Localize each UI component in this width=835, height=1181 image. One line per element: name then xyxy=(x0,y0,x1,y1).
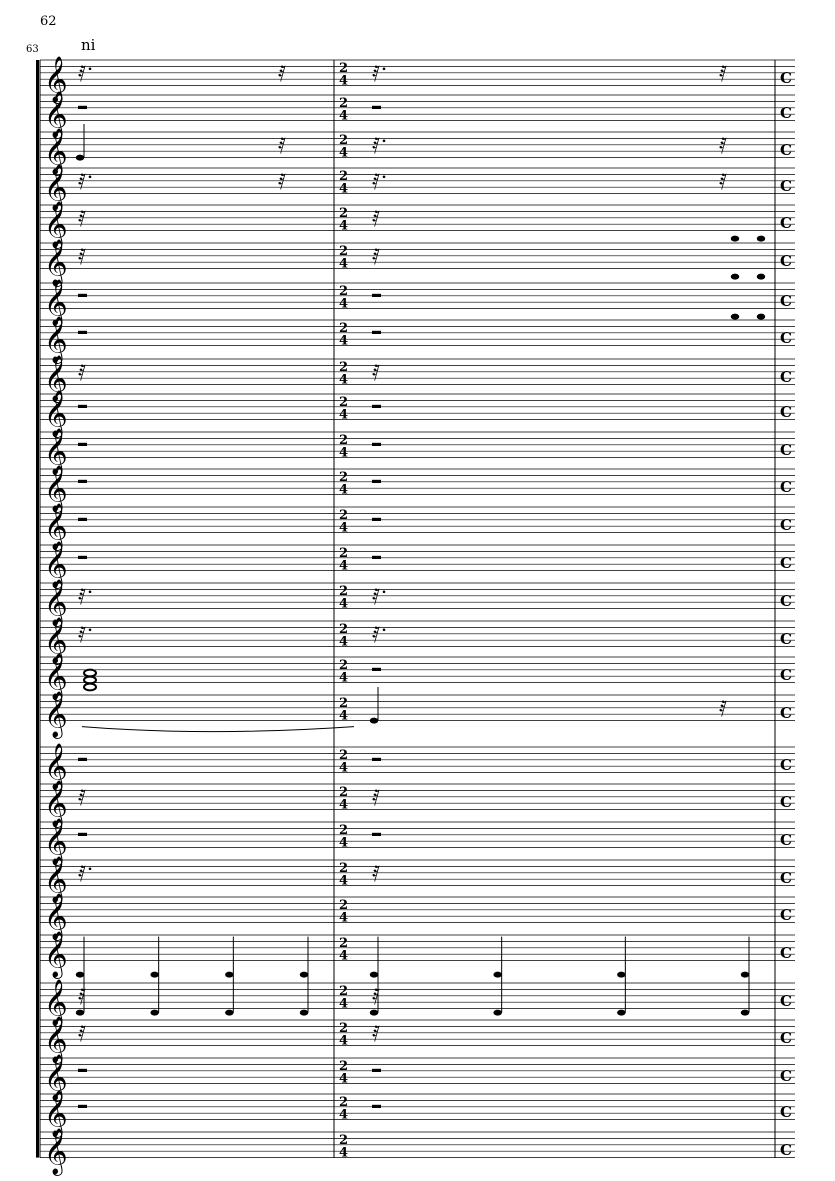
time-signature-denominator: 4 xyxy=(339,910,349,926)
time-signature-numerator: 2 xyxy=(339,860,349,876)
time-signature-denominator: 4 xyxy=(339,596,349,612)
treble-clef-icon: 𝄞 xyxy=(44,279,68,326)
notehead xyxy=(741,1010,749,1016)
notehead xyxy=(150,972,158,978)
staff xyxy=(40,92,795,140)
half-rest xyxy=(78,758,87,761)
half-rest xyxy=(372,668,381,671)
staff xyxy=(40,202,795,250)
expression-text: ni xyxy=(81,36,96,54)
treble-clef-icon: 𝄞 xyxy=(44,56,68,103)
time-signature-numerator: 2 xyxy=(339,1132,349,1148)
time-signature-numerator: 2 xyxy=(339,897,349,913)
half-rest xyxy=(78,833,87,836)
time-signature-numerator: 2 xyxy=(339,695,349,711)
time-signature-numerator: 2 xyxy=(339,132,349,148)
staff xyxy=(40,819,795,867)
common-time-signature: C xyxy=(780,141,792,160)
staff xyxy=(40,654,795,702)
half-rest xyxy=(78,106,87,109)
common-time-signature: C xyxy=(780,793,792,812)
sixty-fourth-rest-icon: 𝅀 xyxy=(372,584,381,610)
sixty-fourth-rest-icon: 𝅀 xyxy=(372,861,381,887)
time-signature-numerator: 2 xyxy=(339,583,349,599)
common-time-signature: C xyxy=(780,1141,792,1160)
time-signature-denominator: 4 xyxy=(339,407,349,423)
sixty-fourth-rest-icon: 𝅀 xyxy=(78,584,87,610)
common-time-signature: C xyxy=(780,252,792,271)
staff xyxy=(40,670,795,740)
common-time-signature: C xyxy=(780,944,792,963)
whole-notehead xyxy=(84,684,96,691)
half-rest xyxy=(372,833,381,836)
time-signature-denominator: 4 xyxy=(339,760,349,776)
half-rest xyxy=(372,518,381,521)
staff xyxy=(40,165,795,213)
treble-clef-icon: 𝄞 xyxy=(44,1128,68,1175)
common-time-signature: C xyxy=(780,329,792,348)
half-rest xyxy=(78,1105,87,1108)
time-signature-denominator: 4 xyxy=(339,835,349,851)
staff xyxy=(40,980,795,1028)
treble-clef-icon: 𝄞 xyxy=(44,780,68,827)
time-signature-denominator: 4 xyxy=(339,181,349,197)
notehead xyxy=(300,972,308,978)
staff xyxy=(40,1017,795,1065)
staff xyxy=(40,781,795,829)
time-signature-numerator: 2 xyxy=(339,359,349,375)
time-signature-numerator: 2 xyxy=(339,243,349,259)
time-signature-numerator: 2 xyxy=(339,822,349,838)
sixty-fourth-rest-icon: 𝅀 xyxy=(372,61,381,87)
time-signature-numerator: 2 xyxy=(339,320,349,336)
common-time-signature: C xyxy=(780,104,792,123)
time-signature-denominator: 4 xyxy=(339,948,349,964)
common-time-signature: C xyxy=(780,1067,792,1086)
time-signature-denominator: 4 xyxy=(339,256,349,272)
half-rest xyxy=(78,294,87,297)
common-time-signature: C xyxy=(780,368,792,387)
sixty-fourth-rest-icon: 𝅀 xyxy=(78,206,87,232)
sixty-fourth-rest-icon: 𝅀 xyxy=(372,1021,381,1047)
common-time-signature: C xyxy=(780,441,792,460)
time-signature-denominator: 4 xyxy=(339,996,349,1012)
notehead xyxy=(76,972,84,978)
staff xyxy=(40,317,795,365)
half-rest xyxy=(372,106,381,109)
sixty-fourth-rest-icon: 𝅀 xyxy=(372,360,381,386)
sixty-fourth-rest-icon: 𝅀 xyxy=(278,169,287,195)
notehead xyxy=(731,274,739,280)
treble-clef-icon: 𝄞 xyxy=(44,579,68,626)
common-time-signature: C xyxy=(780,704,792,723)
treble-clef-icon: 𝄞 xyxy=(44,316,68,363)
half-rest xyxy=(372,1069,381,1072)
time-signature-numerator: 2 xyxy=(339,621,349,637)
sixty-fourth-rest-icon: 𝅀 xyxy=(372,984,381,1010)
staff xyxy=(40,280,795,328)
common-time-signature: C xyxy=(780,1103,792,1122)
dot xyxy=(383,629,386,632)
notehead xyxy=(617,972,625,978)
notehead xyxy=(370,1010,378,1016)
dot xyxy=(89,176,92,179)
time-signature-denominator: 4 xyxy=(339,1145,349,1161)
treble-clef-icon: 𝄞 xyxy=(44,239,68,286)
time-signature-numerator: 2 xyxy=(339,60,349,76)
common-time-signature: C xyxy=(780,1029,792,1048)
common-time-signature: C xyxy=(780,214,792,233)
treble-clef-icon: 𝄞 xyxy=(44,691,68,738)
half-rest xyxy=(372,556,381,559)
notehead xyxy=(300,1010,308,1016)
time-signature-denominator: 4 xyxy=(339,445,349,461)
staff xyxy=(40,857,795,905)
treble-clef-icon: 𝄞 xyxy=(44,541,68,588)
tie xyxy=(82,727,354,732)
sixty-fourth-rest-icon: 𝅀 xyxy=(78,61,87,87)
common-time-signature: C xyxy=(780,69,792,88)
treble-clef-icon: 𝄞 xyxy=(44,355,68,402)
treble-clef-icon: 𝄞 xyxy=(44,893,68,940)
sixty-fourth-rest-icon: 𝅀 xyxy=(278,61,287,87)
common-time-signature: C xyxy=(780,756,792,775)
half-rest xyxy=(78,405,87,408)
staff xyxy=(40,240,795,288)
time-signature-denominator: 4 xyxy=(339,520,349,536)
treble-clef-icon: 𝄞 xyxy=(44,390,68,437)
time-signature-numerator: 2 xyxy=(339,1020,349,1036)
notehead xyxy=(370,972,378,978)
common-time-signature: C xyxy=(780,869,792,888)
time-signature-denominator: 4 xyxy=(339,1033,349,1049)
time-signature-denominator: 4 xyxy=(339,296,349,312)
notehead xyxy=(757,236,765,242)
staff xyxy=(40,466,795,514)
staff xyxy=(40,894,795,978)
notehead xyxy=(731,314,739,320)
common-time-signature: C xyxy=(780,516,792,535)
notehead xyxy=(76,1010,84,1016)
sixty-fourth-rest-icon: 𝅀 xyxy=(78,169,87,195)
staff xyxy=(40,542,795,590)
sixty-fourth-rest-icon: 𝅀 xyxy=(372,169,381,195)
sixty-fourth-rest-icon: 𝅀 xyxy=(719,169,728,195)
half-rest xyxy=(78,443,87,446)
treble-clef-icon: 𝄞 xyxy=(44,428,68,475)
common-time-signature: C xyxy=(780,292,792,311)
dot xyxy=(89,68,92,71)
staff xyxy=(40,429,795,477)
time-signature-numerator: 2 xyxy=(339,935,349,951)
time-signature-denominator: 4 xyxy=(339,634,349,650)
time-signature-denominator: 4 xyxy=(339,145,349,161)
measure-number: 63 xyxy=(26,44,39,55)
treble-clef-icon: 𝄞 xyxy=(44,91,68,138)
sixty-fourth-rest-icon: 𝅀 xyxy=(372,785,381,811)
treble-clef-icon: 𝄞 xyxy=(44,164,68,211)
sixty-fourth-rest-icon: 𝅀 xyxy=(78,360,87,386)
common-time-signature: C xyxy=(780,906,792,925)
notehead xyxy=(493,972,501,978)
sixty-fourth-rest-icon: 𝅀 xyxy=(78,244,87,270)
sixty-fourth-rest-icon: 𝅀 xyxy=(78,622,87,648)
staff xyxy=(40,1129,795,1177)
time-signature-numerator: 2 xyxy=(339,983,349,999)
half-rest xyxy=(372,758,381,761)
time-signature-denominator: 4 xyxy=(339,73,349,89)
treble-clef-icon: 𝄞 xyxy=(44,1016,68,1063)
notehead xyxy=(731,236,739,242)
common-time-signature: C xyxy=(780,177,792,196)
notehead xyxy=(757,314,765,320)
time-signature-numerator: 2 xyxy=(339,469,349,485)
time-signature-numerator: 2 xyxy=(339,1058,349,1074)
notehead xyxy=(617,1010,625,1016)
time-signature-numerator: 2 xyxy=(339,545,349,561)
time-signature-denominator: 4 xyxy=(339,1071,349,1087)
time-signature-denominator: 4 xyxy=(339,558,349,574)
treble-clef-icon: 𝄞 xyxy=(44,818,68,865)
half-rest xyxy=(372,443,381,446)
page-number: 62 xyxy=(40,14,57,29)
staff xyxy=(40,618,795,666)
half-rest xyxy=(372,1105,381,1108)
half-rest xyxy=(372,331,381,334)
sixty-fourth-rest-icon: 𝅀 xyxy=(78,861,87,887)
staff xyxy=(40,124,795,177)
half-rest xyxy=(78,480,87,483)
sixty-fourth-rest-icon: 𝅀 xyxy=(719,696,728,722)
time-signature-numerator: 2 xyxy=(339,95,349,111)
staff xyxy=(40,504,795,552)
notehead xyxy=(225,972,233,978)
common-time-signature: C xyxy=(780,554,792,573)
time-signature-numerator: 2 xyxy=(339,168,349,184)
score-system xyxy=(36,57,795,1177)
treble-clef-icon: 𝄞 xyxy=(44,931,68,978)
system-bracket xyxy=(36,60,39,1158)
half-rest xyxy=(78,331,87,334)
half-rest xyxy=(78,1069,87,1072)
treble-clef-icon: 𝄞 xyxy=(44,617,68,664)
time-signature-denominator: 4 xyxy=(339,797,349,813)
half-rest xyxy=(78,556,87,559)
dot xyxy=(89,591,92,594)
half-rest xyxy=(78,518,87,521)
time-signature-denominator: 4 xyxy=(339,708,349,724)
common-time-signature: C xyxy=(780,592,792,611)
time-signature-numerator: 2 xyxy=(339,283,349,299)
staff xyxy=(40,580,795,628)
staff xyxy=(40,1055,795,1103)
treble-clef-icon: 𝄞 xyxy=(44,503,68,550)
time-signature-numerator: 2 xyxy=(339,394,349,410)
treble-clef-icon: 𝄞 xyxy=(44,653,68,700)
time-signature-numerator: 2 xyxy=(339,1094,349,1110)
time-signature-denominator: 4 xyxy=(339,372,349,388)
sixty-fourth-rest-icon: 𝅀 xyxy=(719,133,728,159)
sixty-fourth-rest-icon: 𝅀 xyxy=(78,1021,87,1047)
time-signature-numerator: 2 xyxy=(339,747,349,763)
common-time-signature: C xyxy=(780,992,792,1011)
dot xyxy=(89,629,92,632)
staff xyxy=(40,744,795,792)
common-time-signature: C xyxy=(780,666,792,685)
treble-clef-icon: 𝄞 xyxy=(44,201,68,248)
notehead xyxy=(225,1010,233,1016)
common-time-signature: C xyxy=(780,630,792,649)
notehead xyxy=(741,972,749,978)
time-signature-denominator: 4 xyxy=(339,1107,349,1123)
treble-clef-icon: 𝄞 xyxy=(44,1054,68,1101)
common-time-signature: C xyxy=(780,478,792,497)
time-signature-numerator: 2 xyxy=(339,205,349,221)
sixty-fourth-rest-icon: 𝅀 xyxy=(372,206,381,232)
time-signature-numerator: 2 xyxy=(339,432,349,448)
notehead xyxy=(150,1010,158,1016)
treble-clef-icon: 𝄞 xyxy=(44,128,68,175)
staff xyxy=(40,57,795,105)
dot xyxy=(383,176,386,179)
treble-clef-icon: 𝄞 xyxy=(44,979,68,1026)
whole-notehead xyxy=(84,670,96,677)
treble-clef-icon: 𝄞 xyxy=(44,465,68,512)
dot xyxy=(383,591,386,594)
half-rest xyxy=(372,294,381,297)
time-signature-numerator: 2 xyxy=(339,784,349,800)
treble-clef-icon: 𝄞 xyxy=(44,1090,68,1137)
time-signature-denominator: 4 xyxy=(339,333,349,349)
sixty-fourth-rest-icon: 𝅀 xyxy=(78,785,87,811)
half-rest xyxy=(372,480,381,483)
sixty-fourth-rest-icon: 𝅀 xyxy=(372,622,381,648)
time-signature-numerator: 2 xyxy=(339,657,349,673)
half-rest xyxy=(372,405,381,408)
time-signature-denominator: 4 xyxy=(339,482,349,498)
time-signature-denominator: 4 xyxy=(339,218,349,234)
sixty-fourth-rest-icon: 𝅀 xyxy=(719,61,728,87)
dot xyxy=(383,68,386,71)
notehead xyxy=(493,1010,501,1016)
staff xyxy=(40,1091,795,1139)
sixty-fourth-rest-icon: 𝅀 xyxy=(372,133,381,159)
common-time-signature: C xyxy=(780,403,792,422)
dot xyxy=(383,140,386,143)
sixty-fourth-rest-icon: 𝅀 xyxy=(372,244,381,270)
notehead xyxy=(76,155,84,161)
treble-clef-icon: 𝄞 xyxy=(44,743,68,790)
notehead xyxy=(757,274,765,280)
staff xyxy=(40,356,795,404)
staff xyxy=(40,391,795,439)
time-signature-numerator: 2 xyxy=(339,507,349,523)
time-signature-denominator: 4 xyxy=(339,670,349,686)
time-signature-denominator: 4 xyxy=(339,108,349,124)
notehead xyxy=(370,718,378,724)
time-signature-denominator: 4 xyxy=(339,873,349,889)
sixty-fourth-rest-icon: 𝅀 xyxy=(278,133,287,159)
common-time-signature: C xyxy=(780,831,792,850)
sixty-fourth-rest-icon: 𝅀 xyxy=(78,984,87,1010)
treble-clef-icon: 𝄞 xyxy=(44,856,68,903)
dot xyxy=(89,868,92,871)
